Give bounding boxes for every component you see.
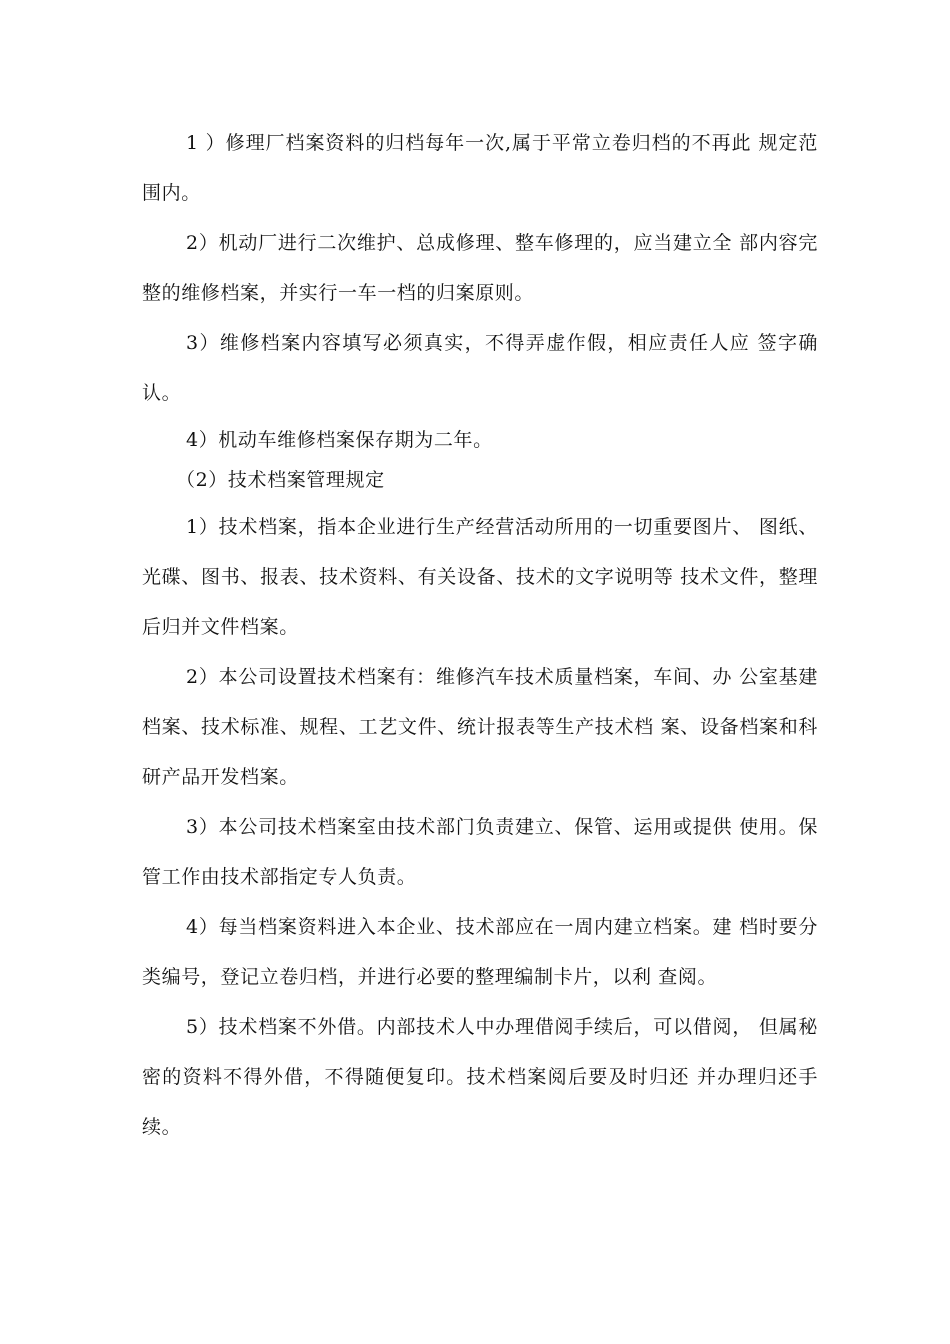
section-heading: （2）技术档案管理规定 xyxy=(176,469,385,491)
paragraph-archive-lending: 5）技术档案不外借。内部技术人中办理借阅手续后，可以借阅， 但属秘密的资料不得外借，不得随便复印。技术档案阅后要及时归还 并办理归还手续。 xyxy=(142,1016,818,1138)
paragraph-archive-filing: 1 ）修理厂档案资料的归档每年一次,属于平常立卷归档的不再此 规定范围内。 xyxy=(142,132,818,204)
paragraph-archive-room: 3）本公司技术档案室由技术部门负责建立、保管、运用或提供 使用。保管工作由技术部指定专人负责。 xyxy=(142,816,818,888)
paragraph-archive-retention: 4）机动车维修档案保存期为二年。 xyxy=(186,429,493,451)
paragraph-maintenance-archive: 2）机动厂进行二次维护、总成修理、整车修理的，应当建立全 部内容完整的维修档案，并实行一车一档的归案原则。 xyxy=(142,232,818,304)
paragraph-archive-content: 3）维修档案内容填写必须真实，不得弄虚作假，相应责任人应 签字确认。 xyxy=(142,332,818,404)
paragraph-archive-intake: 4）每当档案资料进入本企业、技术部应在一周内建立档案。建 档时要分类编号，登记立卷归档，并进行必要的整理编制卡片，以利 查阅。 xyxy=(142,916,818,988)
paragraph-technical-archive-types: 2）本公司设置技术档案有：维修汽车技术质量档案，车间、办 公室基建档案、技术标准、规程、工艺文件、统计报表等生产技术档 案、设备档案和科研产品开发档案。 xyxy=(142,666,818,788)
paragraph-technical-archive-definition: 1）技术档案，指本企业进行生产经营活动所用的一切重要图片、 图纸、光碟、图书、报表、技术资料、有关设备、技术的文字说明等 技术文件，整理后归并文件档案。 xyxy=(142,516,818,638)
document-body xyxy=(142,118,818,1152)
